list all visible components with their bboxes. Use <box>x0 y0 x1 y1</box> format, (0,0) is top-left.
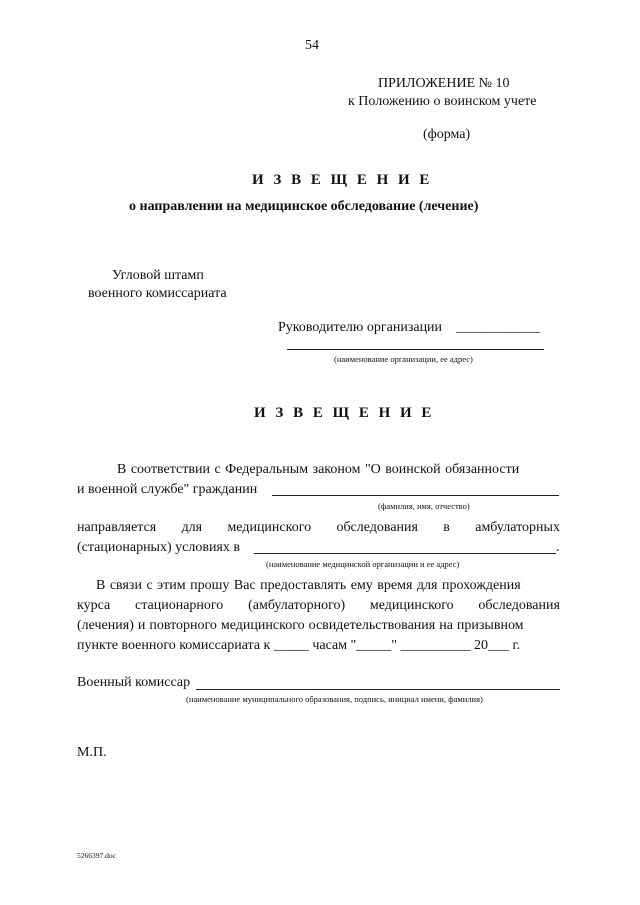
word: обследования <box>478 598 560 613</box>
word: медицинского <box>369 598 454 613</box>
appendix-title: ПРИЛОЖЕНИЕ № 10 <box>378 76 510 91</box>
word: в <box>443 520 450 535</box>
appendix-subtitle: к Положению о воинском учете <box>348 94 537 109</box>
word: медицинского <box>227 520 312 535</box>
stamp-line2: военного комиссариата <box>88 286 227 301</box>
paragraph3-line2 <box>77 598 560 614</box>
signature-caption: (наименование муниципального образования, подпись, инициал имени, фамилия) <box>186 694 483 704</box>
word: амбулаторных <box>475 520 560 535</box>
form-label: (форма) <box>423 127 471 142</box>
page-number: 54 <box>305 38 319 53</box>
paragraph2-period: . <box>556 540 560 555</box>
medical-org-line <box>254 553 556 554</box>
word: стационарного <box>135 598 224 613</box>
addressee-blank: ____________ <box>456 320 540 335</box>
word: направляется <box>77 520 157 535</box>
word: (амбулаторного) <box>248 598 346 613</box>
header-subtitle: о направлении на медицинское обследование (лечение) <box>129 199 479 214</box>
paragraph3-line3: (лечения) и повторного медицинского освидетельствования на призывном <box>77 618 524 633</box>
paragraph2-caption: (наименование медицинской организации и ее адрес) <box>266 559 460 569</box>
seal-label: М.П. <box>77 745 107 760</box>
word: курса <box>77 598 111 613</box>
word: для <box>181 520 203 535</box>
paragraph3-line1: В связи с этим прошу Вас предоставлять ему время для прохождения <box>96 578 521 593</box>
body-title: И З В Е Щ Е Н И Е <box>254 405 435 421</box>
signature-label: Военный комиссар <box>77 675 191 690</box>
paragraph2-line2: (стационарных) условиях в <box>77 540 240 555</box>
signature-line <box>196 689 560 690</box>
paragraph1-line1: В соответствии с Федеральным законом "О воинской обязанности <box>117 462 520 477</box>
paragraph1-line2: и военной службе" гражданин <box>77 482 258 497</box>
paragraph3-line4: пункте военного комиссариата к _____ часам "_____" __________ 20___ г. <box>77 638 521 653</box>
word: обследования <box>336 520 418 535</box>
addressee-caption: (наименование организации, ее адрес) <box>334 354 473 364</box>
header-title: И З В Е Щ Е Н И Е <box>252 172 433 188</box>
paragraph1-caption: (фамилия, имя, отчество) <box>378 501 470 511</box>
addressee-line <box>287 349 544 350</box>
citizen-name-line <box>272 495 559 496</box>
stamp-line1: Угловой штамп <box>112 268 204 283</box>
footer-filename: 5266397.doc <box>77 851 116 860</box>
paragraph2-line1 <box>77 520 560 536</box>
addressee-label: Руководителю организации <box>278 320 443 335</box>
